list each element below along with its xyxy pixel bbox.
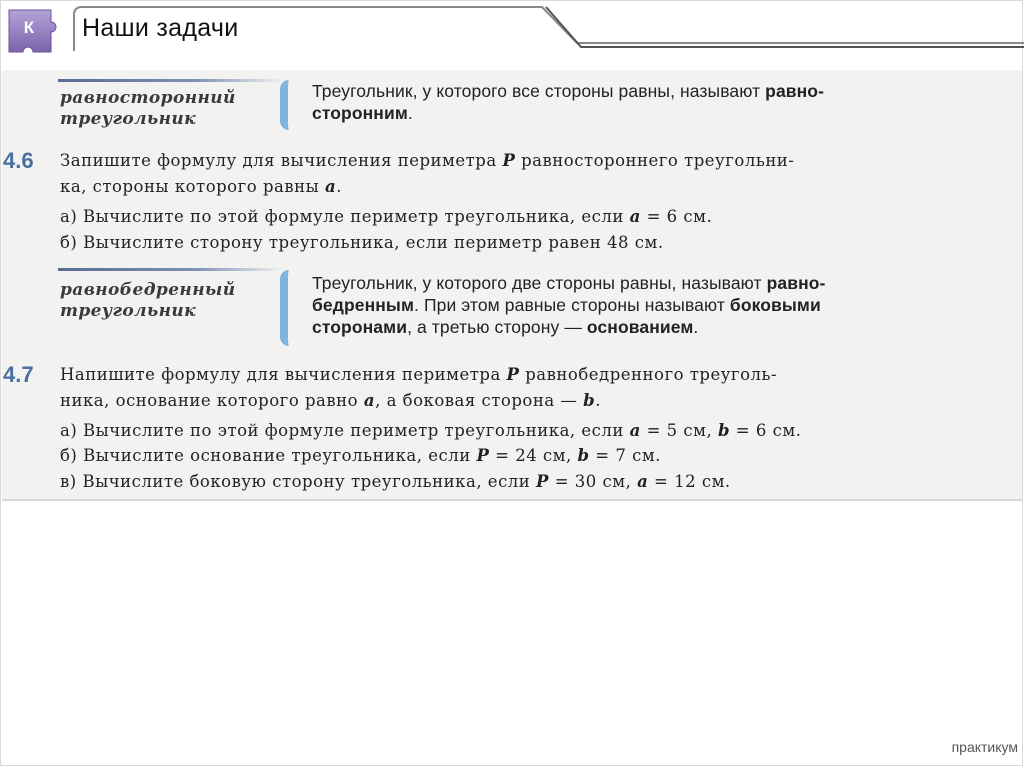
problem-number: 4.7 [3,362,34,387]
problem-line: а) Вычислите по этой формуле периметр треугольника, если a = 6 см. [60,207,713,226]
definition-text-isosceles: Треугольник, у которого две стороны равны, называют равно- бедренным. При этом равные стороны называют боковыми сторонами, а третью сторону — основанием. [312,273,826,337]
logo-letter: К [23,18,35,37]
problem-number: 4.6 [3,148,34,173]
problem-line: ника, основание которого равно a, а боковая сторона — b. [60,391,601,410]
puzzle-logo-icon [7,8,65,54]
problem-line: ка, стороны которого равны a. [60,177,342,196]
problem-line: б) Вычислите сторону треугольника, если периметр равен 48 см. [60,233,664,252]
page-divider [2,499,1022,501]
definition-rule [58,268,284,271]
problem-line: Напишите формулу для вычисления периметра P равнобедренного треуголь- [60,365,778,384]
problem-line: в) Вычислите боковую сторону треугольника, если P = 30 см, a = 12 см. [60,472,731,491]
problem-line: а) Вычислите по этой формуле периметр треугольника, если a = 5 см, b = 6 см. [60,421,802,440]
definition-rule [58,79,284,82]
problem-line: Запишите формулу для вычисления периметра P равностороннего треугольни- [60,151,795,170]
page-title: Наши задачи [82,14,239,42]
definition-bracket [280,270,293,346]
footer-label: практикум [951,739,1018,755]
definition-term-isosceles: равнобедренный треугольник [60,280,236,321]
problem-line: б) Вычислите основание треугольника, если P = 24 см, b = 7 см. [60,446,661,465]
definition-text-equilateral: Треугольник, у которого все стороны равны, называют равно- сторонним. [312,81,825,123]
definition-bracket [280,80,293,130]
definition-term-equilateral: равносторонний треугольник [60,88,236,129]
